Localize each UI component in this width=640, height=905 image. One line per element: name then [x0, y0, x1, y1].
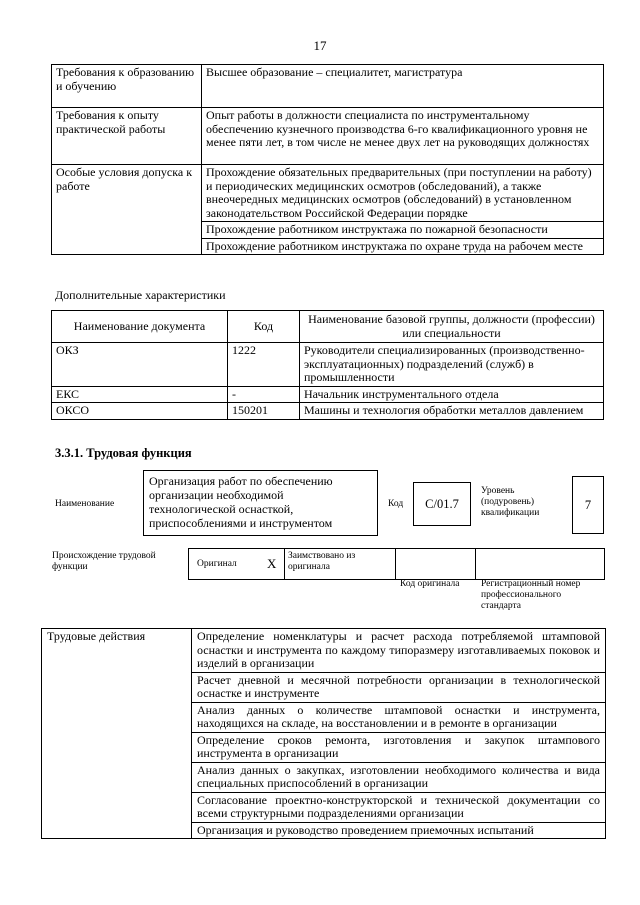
- level-label: Уровень (подуровень) квалификации: [481, 486, 540, 518]
- table-row: [52, 165, 604, 222]
- divider: [284, 549, 285, 579]
- table-row: [52, 343, 604, 387]
- section-title: 3.3.1. Трудовая функция: [55, 446, 192, 460]
- borrowed-label: Заимствовано из оригинала: [288, 551, 356, 572]
- name-label: Наименование: [55, 499, 115, 509]
- requirement-value: Прохождение работником инструктажа по охране труда на рабочем месте: [202, 238, 604, 255]
- page-number: 17: [313, 38, 327, 53]
- table-cell: Начальник инструментального отдела: [300, 386, 604, 403]
- table-cell: -: [228, 386, 300, 403]
- table-cell: 150201: [228, 403, 300, 420]
- table-cell: 1222: [228, 343, 300, 387]
- action-item: Организация и руководство проведением приемочных испытаний: [192, 822, 606, 839]
- table-cell: ОКЗ: [52, 343, 228, 387]
- reg-number-label: Регистрационный номер профессионального стандарта: [481, 579, 581, 611]
- action-item: Определение номенклатуры и расчет расхода потребляемой штамповой оснастки и инструмента по каждому типоразмеру изготавливаемых поковок и изделий в организации: [192, 629, 606, 673]
- original-label: Оригинал: [197, 559, 237, 569]
- table-cell: Машины и технология обработки металлов давлением: [300, 403, 604, 420]
- requirement-value: Опыт работы в должности специалиста по инструментальному обеспечению кузнечного производства 6-го квалификационного уровня не менее пяти лет, в том числе не менее двух лет на руководящих должностях: [202, 108, 604, 165]
- code-label: Код: [388, 499, 404, 509]
- qualification-level: 7: [572, 476, 604, 534]
- function-name: Организация работ по обеспечению организации необходимой технологической оснасткой, приспособлениями и инструментом: [143, 470, 378, 536]
- original-mark: X: [267, 556, 277, 571]
- requirement-value: Высшее образование – специалитет, магистратура: [202, 65, 604, 108]
- table-row: [52, 403, 604, 420]
- column-header: Наименование документа: [52, 311, 228, 343]
- table-cell: ОКСО: [52, 403, 228, 420]
- table-row: [52, 108, 604, 165]
- function-code: C/01.7: [413, 482, 471, 526]
- additional-title: Дополнительные характеристики: [55, 288, 226, 302]
- column-header: Наименование базовой группы, должности (профессии) или специальности: [300, 311, 604, 343]
- action-item: Определение сроков ремонта, изготовления и закупок штампового инструмента в организации: [192, 732, 606, 762]
- table-row: [52, 65, 604, 108]
- action-item: Расчет дневной и месячной потребности организации в технологической оснастке и инструменте: [192, 672, 606, 702]
- requirement-label: Требования к опыту практической работы: [52, 108, 202, 165]
- table-row: [52, 386, 604, 403]
- actions-label: Трудовые действия: [42, 629, 192, 839]
- requirements-table: [51, 64, 604, 255]
- table-cell: Руководители специализированных (производственно-эксплуатационных) подразделений (служб) в промышленности: [300, 343, 604, 387]
- action-item: Анализ данных о закупках, изготовлении необходимого количества и вида специальных приспособлений в организации: [192, 762, 606, 792]
- additional-table: [51, 310, 604, 420]
- action-item: Анализ данных о количестве штамповой оснастки и инструмента, находящихся на складе, на восстановлении и в ремонте в организации: [192, 702, 606, 732]
- table-cell: ЕКС: [52, 386, 228, 403]
- divider: [395, 549, 396, 579]
- column-header: Код: [228, 311, 300, 343]
- origin-label: Происхождение трудовой функции: [52, 551, 156, 572]
- table-header-row: [52, 311, 604, 343]
- requirement-label: Требования к образованию и обучению: [52, 65, 202, 108]
- requirement-label: Особые условия допуска к работе: [52, 165, 202, 255]
- actions-table: [41, 628, 606, 839]
- divider: [475, 549, 476, 579]
- requirement-value: Прохождение обязательных предварительных (при поступлении на работу) и периодических медицинских осмотров (обследований), а также внеочередных медицинских осмотров (обследований) в установленном законодательством Российской Федерации порядке: [202, 165, 604, 222]
- table-row: [42, 629, 606, 673]
- requirement-value: Прохождение работником инструктажа по пожарной безопасности: [202, 222, 604, 239]
- code-original-label: Код оригинала: [400, 579, 460, 589]
- origin-box: [188, 548, 605, 580]
- action-item: Согласование проектно-конструкторской и технической документации со всеми структурными подразделениями организации: [192, 792, 606, 822]
